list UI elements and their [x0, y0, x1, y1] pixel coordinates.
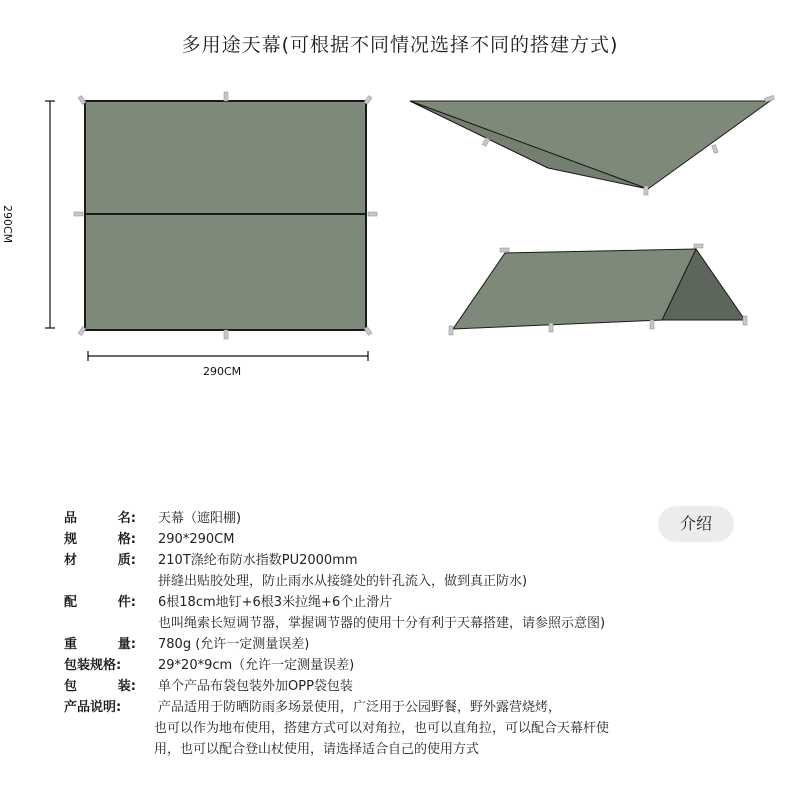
- spec-key-part: 包: [64, 679, 78, 694]
- spec-key-part: 装:: [117, 679, 136, 694]
- spec-key: [64, 634, 136, 655]
- spec-key-part: 格:: [117, 532, 136, 547]
- spec-key-part: 产品说明:: [64, 700, 122, 715]
- spec-value: 780g (允许一定测量误差): [158, 637, 310, 652]
- spec-key: [64, 697, 158, 718]
- page-title: 多用途天幕(可根据不同情况选择不同的搭建方式): [181, 34, 619, 56]
- spec-row: [64, 697, 764, 718]
- spec-key-part: 量:: [117, 637, 136, 652]
- a-frame-pitch-diagram: [449, 244, 747, 335]
- spec-key: [64, 592, 136, 613]
- spec-row: [64, 529, 764, 550]
- spec-value: 29*20*9cm（允许一定测量误差): [158, 658, 355, 673]
- spec-continuation: 用，也可以配合登山杖使用，请选择适合自己的使用方式: [154, 742, 480, 757]
- spec-key: [64, 529, 136, 550]
- spec-key-part: 配: [64, 595, 78, 610]
- spec-value: 单个产品布袋包装外加OPP袋包装: [158, 679, 353, 694]
- spec-key-part: 重: [64, 637, 78, 652]
- flat-tarp-diagram: [45, 92, 377, 361]
- spec-row: [64, 592, 764, 613]
- intro-button[interactable]: 介绍: [658, 506, 734, 542]
- spec-row: [64, 655, 764, 676]
- spec-continuation: 拼缝出贴胶处理，防止雨水从接缝处的针孔流入，做到真正防水): [158, 574, 528, 589]
- spec-key: [64, 655, 158, 676]
- spec-key-part: 包装规格:: [64, 658, 122, 673]
- spec-value: 210T涤纶布防水指数PU2000mm: [158, 553, 358, 568]
- spec-key-part: 材: [64, 553, 78, 568]
- spec-continuation: 也可以作为地布使用，搭建方式可以对角拉，也可以直角拉，可以配合天幕杆使: [154, 721, 610, 736]
- spec-value: 天幕（遮阳棚): [158, 511, 242, 526]
- spec-value: 290*290CM: [158, 532, 235, 547]
- spec-key-part: 规: [64, 532, 78, 547]
- spec-continuation: 也叫绳索长短调节器，掌握调节器的使用十分有利于天幕搭建，请参照示意图): [158, 616, 606, 631]
- spec-key: [64, 550, 136, 571]
- height-dimension-label: 290CM: [1, 205, 14, 244]
- spec-key-part: 品: [64, 511, 78, 526]
- spec-value: 产品适用于防晒防雨多场景使用，广泛用于公园野餐，野外露营烧烤，: [158, 700, 562, 715]
- spec-key-part: 名:: [117, 511, 136, 526]
- spec-key: [64, 508, 136, 529]
- spec-key-part: 质:: [117, 553, 136, 568]
- spec-row: [64, 676, 764, 697]
- spec-value: 6根18cm地钉+6根3米拉绳+6个止滑片: [158, 595, 393, 610]
- spec-row: [64, 634, 764, 655]
- spec-list: [64, 508, 764, 760]
- width-dimension-label: 290CM: [203, 365, 242, 378]
- flat-tarp: [85, 101, 366, 330]
- spec-row: [64, 550, 764, 571]
- spec-key: [64, 676, 136, 697]
- diagonal-pitch-diagram: [410, 95, 774, 195]
- spec-row: [64, 508, 764, 529]
- spec-key-part: 件:: [117, 595, 136, 610]
